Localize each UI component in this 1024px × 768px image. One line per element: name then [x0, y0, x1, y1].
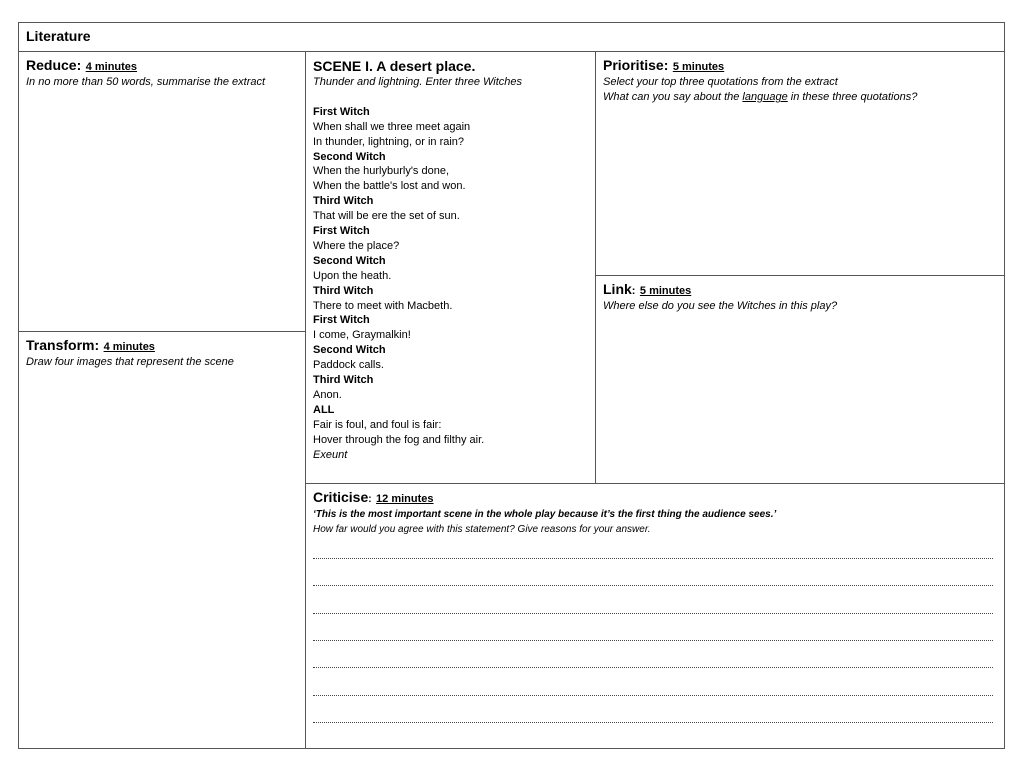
transform-section — [26, 337, 301, 370]
prioritise-instruction-2-end: in these three quotations? — [787, 91, 918, 103]
prioritise-section — [603, 57, 1001, 105]
speaker-name: First Witch — [313, 225, 370, 238]
scene-title: SCENE I. A desert place. — [313, 58, 476, 74]
divider-reduce-transform — [18, 331, 306, 332]
link-colon: : — [631, 285, 636, 297]
link-section — [603, 281, 1001, 314]
divider-right-column — [595, 51, 596, 484]
link-instruction: Where else do you see the Witches in this play? — [603, 300, 838, 312]
reduce-section — [26, 57, 301, 90]
divider-under-title — [18, 51, 1005, 52]
answer-line[interactable] — [313, 585, 993, 586]
divider-prioritise-link — [595, 275, 1005, 276]
speaker-name: First Witch — [313, 105, 370, 118]
speaker-name: ALL — [313, 403, 335, 416]
speaker-name: Second Witch — [313, 150, 386, 163]
verse-line: There to meet with Macbeth. — [313, 299, 453, 312]
answer-line[interactable] — [313, 640, 993, 641]
speaker-name: Third Witch — [313, 195, 374, 208]
answer-line[interactable] — [313, 695, 993, 696]
speaker-name: Second Witch — [313, 254, 386, 267]
criticise-section — [313, 489, 1001, 537]
speaker-name: Third Witch — [313, 374, 374, 387]
verse-line: Where the place? — [313, 239, 400, 252]
scene-lines — [313, 90, 591, 463]
prioritise-heading: Prioritise: — [603, 57, 669, 73]
verse-line: When the hurlyburly's done, — [313, 165, 450, 178]
answer-line[interactable] — [313, 613, 993, 614]
criticise-colon: : — [368, 494, 372, 505]
divider-left-column — [305, 51, 306, 749]
criticise-quote: ‘This is the most important scene in the whole play because it’s the first thing the audience sees.’ — [313, 509, 777, 520]
criticise-minutes: 12 minutes — [376, 493, 434, 505]
answer-line[interactable] — [313, 558, 993, 559]
verse-line: Upon the heath. — [313, 269, 392, 282]
reduce-instruction: In no more than 50 words, summarise the extract — [26, 76, 266, 88]
verse-line: That will be ere the set of sun. — [313, 210, 460, 223]
prioritise-instruction-2-start: What can you say about the — [603, 91, 743, 103]
speaker-name: Second Witch — [313, 344, 386, 357]
verse-line: Fair is foul, and foul is fair: — [313, 418, 442, 431]
reduce-minutes: 4 minutes — [85, 61, 138, 73]
blank-line — [313, 90, 591, 105]
verse-line: When shall we three meet again — [313, 120, 471, 133]
criticise-heading: Criticise — [313, 489, 369, 505]
prioritise-instruction-2 — [603, 90, 1001, 105]
verse-line: In thunder, lightning, or in rain? — [313, 135, 465, 148]
link-minutes: 5 minutes — [639, 285, 692, 297]
transform-heading: Transform: — [26, 337, 100, 353]
verse-line: Anon. — [313, 389, 342, 402]
verse-line: I come, Graymalkin! — [313, 329, 411, 342]
stage-direction-exeunt: Exeunt — [313, 448, 348, 461]
transform-minutes: 4 minutes — [103, 341, 155, 353]
prioritise-keyword-language: language — [742, 91, 788, 103]
answer-line[interactable] — [313, 722, 993, 723]
scene-extract — [313, 57, 591, 463]
stage-direction: Thunder and lightning. Enter three Witches — [313, 76, 523, 88]
transform-instruction: Draw four images that represent the scene — [26, 356, 234, 368]
prioritise-minutes: 5 minutes — [672, 61, 725, 73]
speaker-name: Third Witch — [313, 284, 374, 297]
worksheet-title: Literature — [26, 28, 91, 44]
reduce-heading: Reduce: — [26, 57, 82, 73]
verse-line: Paddock calls. — [313, 359, 384, 372]
divider-above-criticise — [305, 483, 1005, 484]
prioritise-instruction-1: Select your top three quotations from the extract — [603, 76, 838, 88]
verse-line: When the battle's lost and won. — [313, 180, 466, 193]
verse-line: Hover through the fog and filthy air. — [313, 433, 485, 446]
criticise-question: How far would you agree with this statement? Give reasons for your answer. — [313, 524, 651, 535]
answer-line[interactable] — [313, 667, 993, 668]
speaker-name: First Witch — [313, 314, 370, 327]
link-heading: Link — [603, 281, 632, 297]
